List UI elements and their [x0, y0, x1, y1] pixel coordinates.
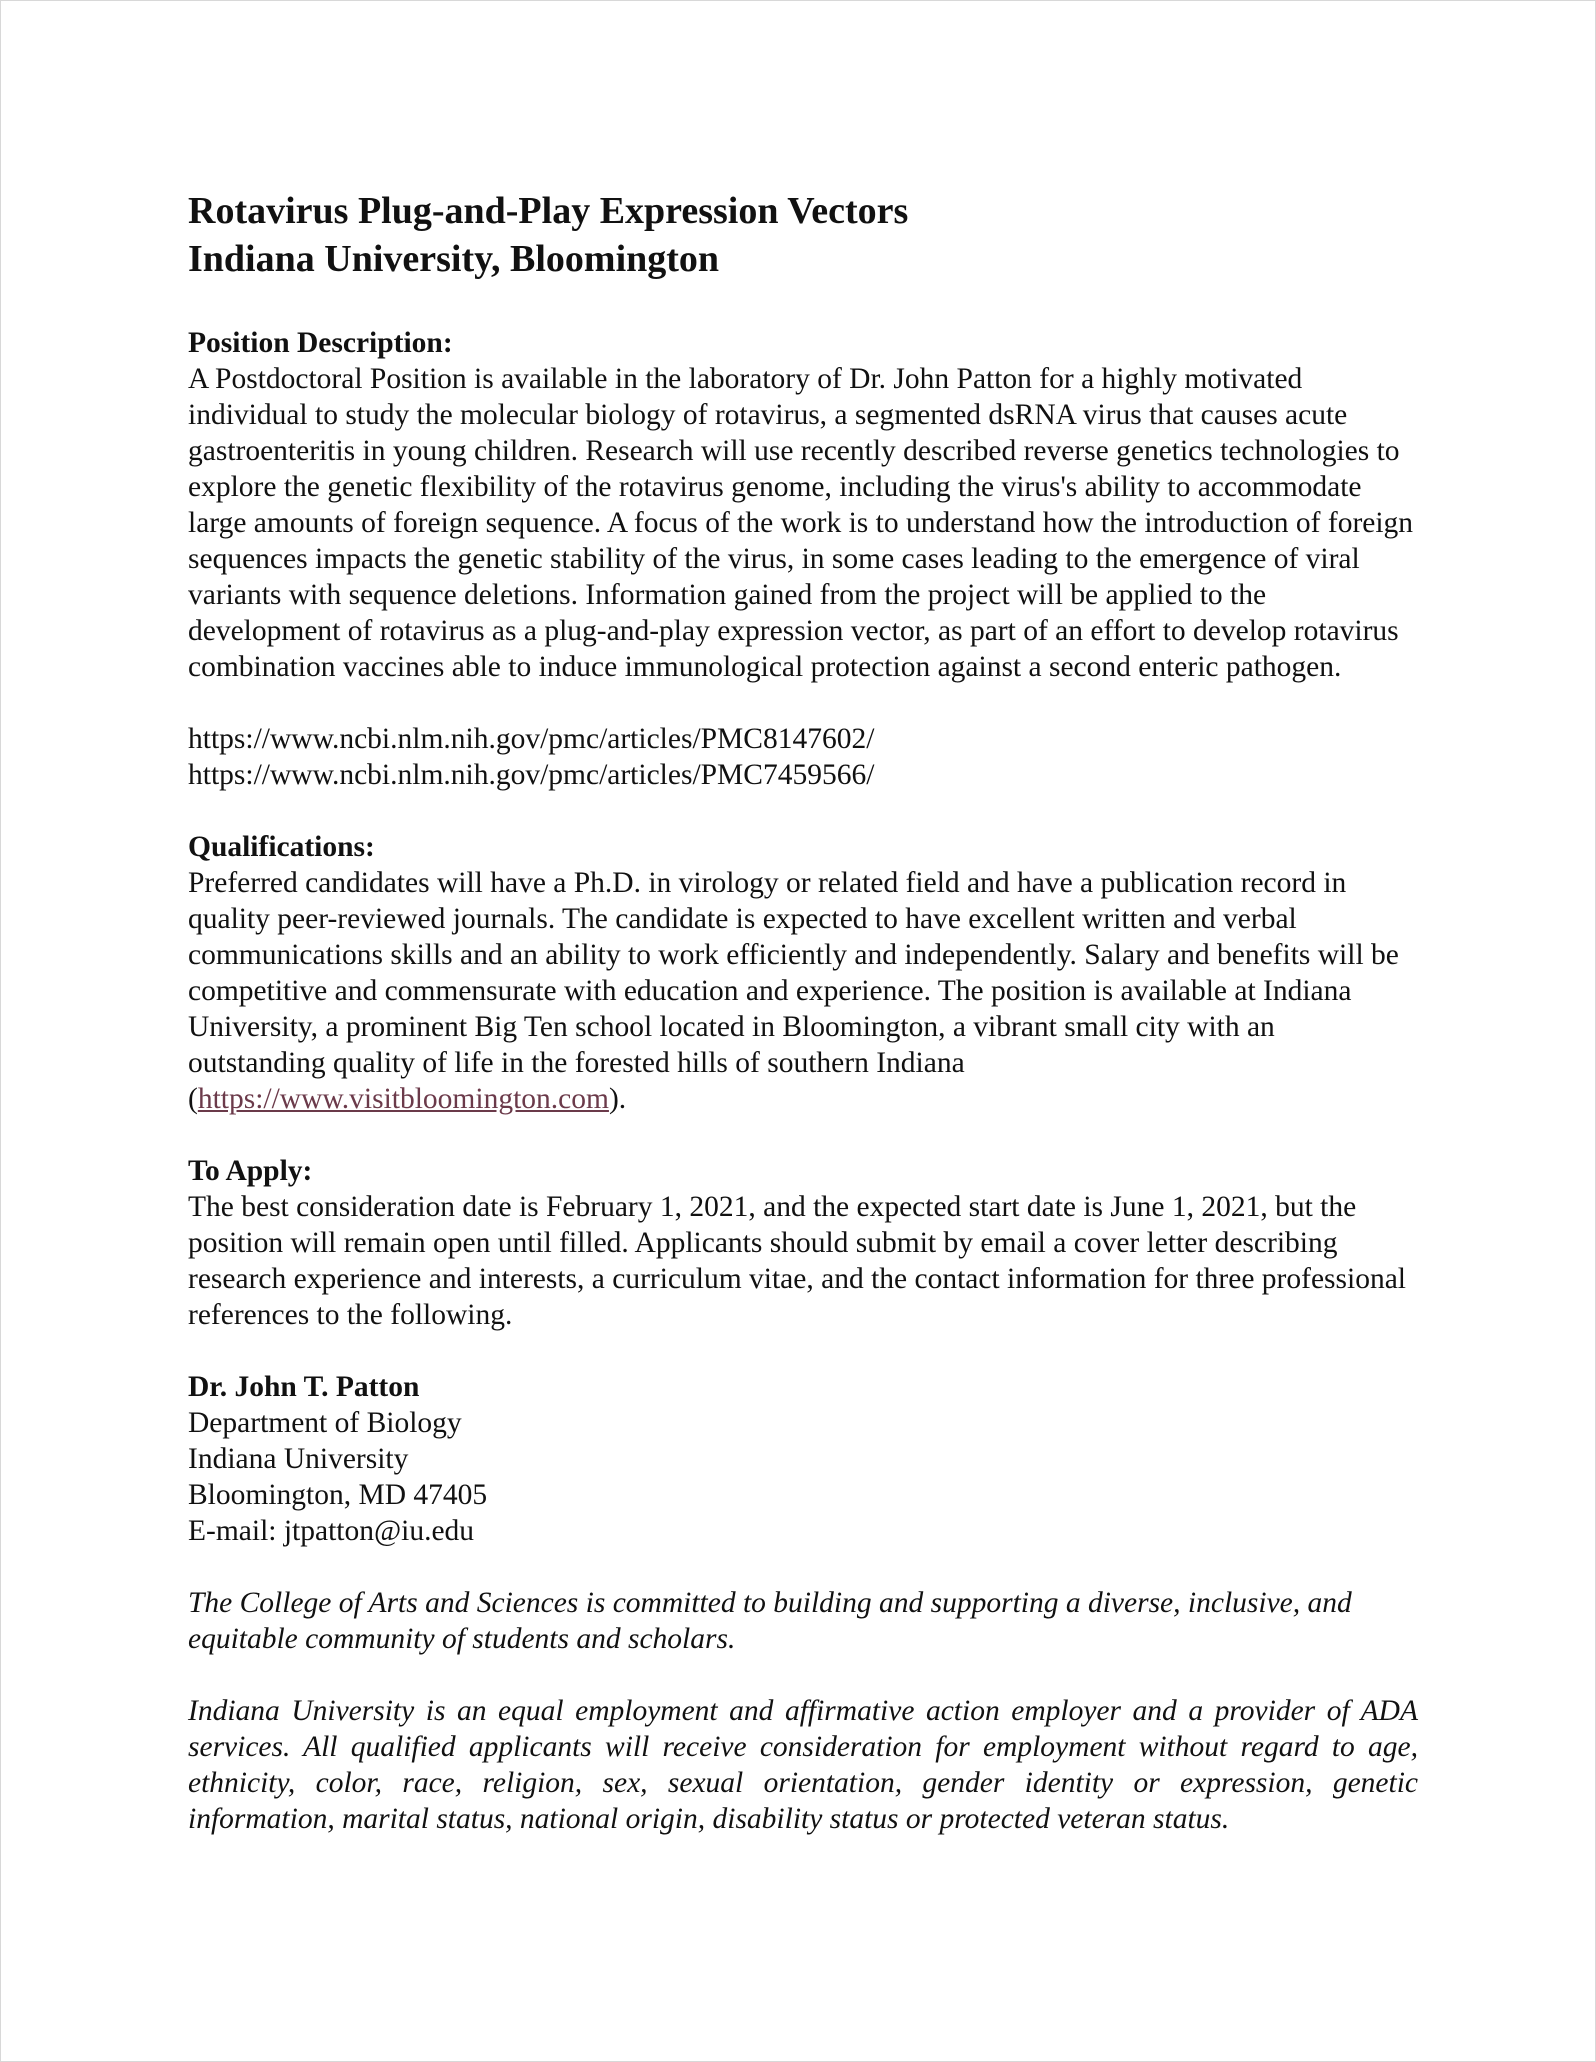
position-heading: Position Description:	[188, 327, 453, 359]
title-line-1: Rotavirus Plug-and-Play Expression Vectors	[188, 190, 909, 232]
position-body: A Postdoctoral Position is available in the laboratory of Dr. John Patton for a highly motivated individual to study the molecular biology of rotavirus, a segmented dsRNA virus that causes acute gastroenteritis in young children. Research will use recently described reverse genetics technologies to explore the genetic flexibility of the rotavirus genome, including the virus's ability to accommodate large amounts of foreign sequence. A focus of the work is to understand how the introduction of foreign sequences impacts the genetic stability of the virus, in some cases leading to the emergence of viral variants with sequence deletions. Information gained from the project will be applied to the development of rotavirus as a plug-and-play expression vector, as part of an effort to develop rotavirus combination vaccines able to induce immunological protection against a second enteric pathogen.	[188, 363, 1414, 683]
college-statement-section	[188, 1585, 1418, 1657]
contact-university: Indiana University	[188, 1443, 409, 1475]
qualifications-section	[188, 829, 1418, 1117]
contact-email: E-mail: jtpatton@iu.edu	[188, 1515, 475, 1547]
contact-name: Dr. John T. Patton	[188, 1371, 420, 1403]
reference-link-1[interactable]: https://www.ncbi.nlm.nih.gov/pmc/articles/PMC8147602/	[188, 723, 875, 755]
position-section	[188, 325, 1418, 685]
apply-body: The best consideration date is February 1, 2021, and the expected start date is June 1, 2021, but the position will remain open until filled. Applicants should submit by email a cover letter describing research experience and interests, a curriculum vitae, and the contact information for three professional references to the following.	[188, 1191, 1406, 1331]
reference-links	[188, 721, 1418, 793]
college-statement: The College of Arts and Sciences is committed to building and supporting a diverse, inclusive, and equitable community of students and scholars.	[188, 1587, 1352, 1655]
visitbloomington-link[interactable]: https://www.visitbloomington.com	[197, 1083, 609, 1115]
title-line-2: Indiana University, Bloomington	[188, 238, 720, 280]
contact-block	[188, 1369, 1418, 1549]
paren-close: ).	[608, 1083, 627, 1115]
page-title	[188, 187, 1418, 283]
qualifications-heading: Qualifications:	[188, 831, 375, 863]
eeo-statement-section	[188, 1693, 1418, 1837]
eeo-statement: Indiana University is an equal employment and affirmative action employer and a provider of ADA services. All qualified applicants will receive consideration for employment without regard to age, ethnicity, color, race, religion, sex, sexual orientation, gender identity or expression, genetic information, marital status, national origin, disability status or protected veteran status.	[188, 1695, 1418, 1835]
qualifications-body: Preferred candidates will have a Ph.D. in virology or related field and have a publication record in quality peer-reviewed journals. The candidate is expected to have excellent written and verbal communications skills and an ability to work efficiently and independently. Salary and benefits will be competitive and commensurate with education and experience. The position is available at Indiana University, a prominent Big Ten school located in Bloomington, a vibrant small city with an outstanding quality of life in the forested hills of southern Indiana	[188, 867, 1399, 1079]
reference-link-2[interactable]: https://www.ncbi.nlm.nih.gov/pmc/articles/PMC7459566/	[188, 759, 875, 791]
paren-open: (	[188, 1083, 198, 1115]
document-content	[188, 187, 1418, 1837]
apply-heading: To Apply:	[188, 1155, 313, 1187]
apply-section	[188, 1153, 1418, 1333]
contact-department: Department of Biology	[188, 1407, 462, 1439]
qualifications-body-paragraph	[188, 865, 1418, 1117]
contact-address: Bloomington, MD 47405	[188, 1479, 488, 1511]
